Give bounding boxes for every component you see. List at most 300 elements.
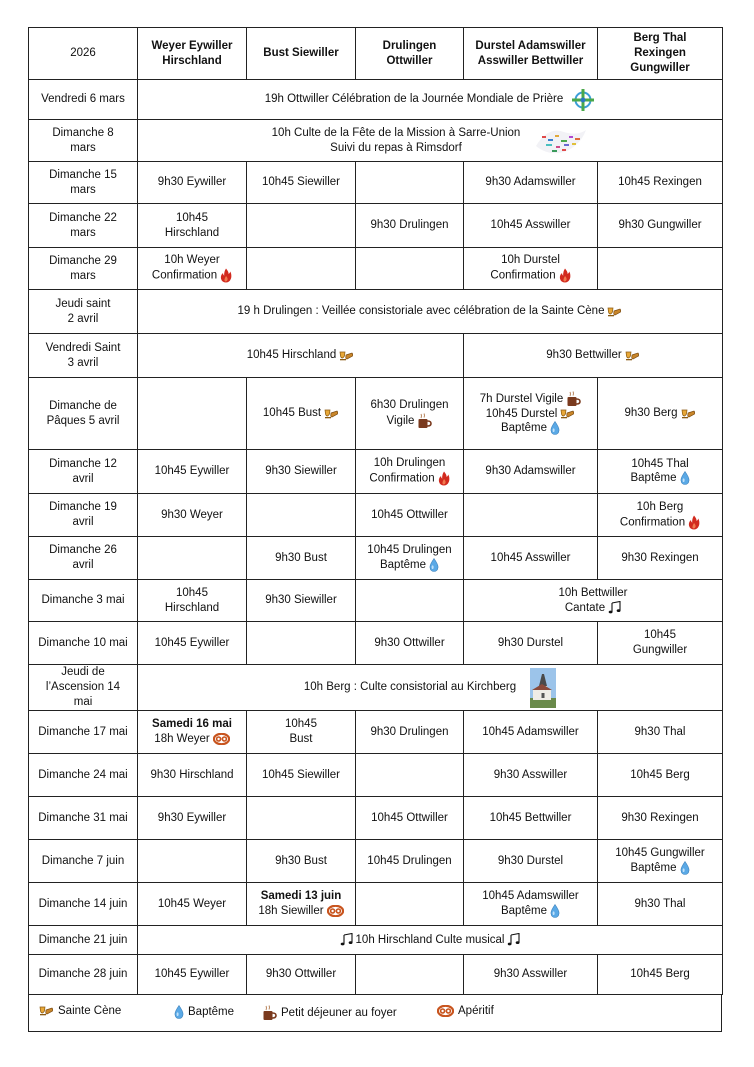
service-cell: [464, 378, 598, 450]
entry-text: 9h30 Siewiller: [265, 594, 337, 607]
entry-line: [250, 768, 352, 783]
empty-cell: [598, 248, 723, 290]
entry-line: [601, 967, 719, 982]
service-cell: [356, 494, 464, 537]
date-cell: [29, 622, 138, 665]
entry-line: [467, 725, 594, 740]
date-text: Dimanche 12 avril: [49, 457, 117, 485]
entry-line: [467, 391, 594, 407]
header-row: [29, 28, 723, 80]
entry-line: [141, 464, 243, 479]
sainte-cene-icon: [39, 1005, 58, 1017]
date-cell: [29, 378, 138, 450]
date-text: Dimanche 22 mars: [49, 211, 117, 239]
schedule-row: [29, 290, 723, 334]
entry-line: [467, 218, 594, 233]
entry-line: [359, 543, 460, 558]
entry-line: [601, 406, 719, 421]
service-cell: [138, 248, 247, 290]
empty-cell: [138, 378, 247, 450]
entry-line: [141, 717, 243, 732]
entry-line: [467, 889, 594, 904]
empty-cell: [356, 883, 464, 926]
sainte-cene-icon: [557, 408, 575, 420]
schedule-row: [29, 840, 723, 883]
entry-text: 6h30 Drulingen: [370, 399, 449, 412]
entry-line: [601, 897, 719, 912]
entry-text: 10h45 Bettwiller: [489, 811, 572, 824]
entry-text: 19 h Drulingen : Veillée consistoriale avec célébration de la Sainte Cène: [237, 305, 605, 318]
service-cell: [356, 840, 464, 883]
entry-text: 9h30 Gungwiller: [618, 219, 702, 232]
date-cell: [29, 580, 138, 622]
merged-service-cell: [464, 334, 723, 378]
empty-cell: [247, 797, 356, 840]
entry-text: 9h30 Rexingen: [621, 811, 699, 824]
entry-text: 9h30 Bettwiller: [546, 349, 622, 362]
empty-cell: [356, 955, 464, 995]
entry-text: 9h30 Durstel: [497, 854, 564, 867]
confirmation-flamme-icon: [556, 270, 571, 282]
legend-item: [437, 1005, 494, 1017]
entry-text: Baptême: [379, 559, 427, 572]
service-cell: [598, 754, 723, 797]
legend-label: Petit déjeuner au foyer: [281, 1007, 397, 1019]
entry-text: 9h30 Adamswiller: [485, 465, 576, 478]
schedule-row: [29, 926, 723, 955]
entry-text: Vigile: [386, 415, 415, 427]
entry-text: 10h45 Berg: [630, 768, 690, 781]
entry-text: 9h30 Thal: [634, 897, 686, 910]
entry-text: 10h45 Hirschland: [246, 349, 337, 362]
date-cell: [29, 248, 138, 290]
merged-service-cell: [138, 665, 723, 711]
service-cell: [138, 162, 247, 204]
entry-text: 10h Culte de la Fête de la Mission à Sarre-Union: [271, 126, 521, 139]
entry-text: 10h45 Eywiller: [154, 968, 230, 981]
entry-line: [141, 304, 719, 319]
entry-line: [265, 92, 564, 107]
date-text: Dimanche 8 mars: [52, 126, 114, 154]
service-cell: [464, 754, 598, 797]
entry-line: [359, 471, 460, 486]
entry-text: 10h45 Berg: [630, 968, 690, 981]
schedule-row: [29, 450, 723, 494]
bapteme-icon: [547, 423, 560, 435]
date-cell: [29, 120, 138, 162]
music-note-icon: [504, 934, 520, 946]
entry-text: 10h45 Thal: [631, 457, 689, 470]
entry-line: [141, 268, 243, 283]
service-cell: [247, 840, 356, 883]
entry-text: 19h Ottwiller Célébration de la Journée Mondiale de Prière: [264, 93, 564, 106]
date-text: Dimanche 26 avril: [49, 544, 117, 571]
entry-text: Samedi 13 juin: [260, 890, 342, 903]
entry-text: 9h30 Berg: [624, 407, 678, 420]
entry-text: 10h Bettwiller: [558, 586, 628, 599]
entry-text: 9h30 Durstel: [497, 636, 564, 649]
schedule-row: [29, 537, 723, 580]
entry-line: [467, 601, 719, 616]
service-cell: [138, 797, 247, 840]
aperitif-icon: [324, 905, 344, 917]
schedule-row: [29, 622, 723, 665]
empty-cell: [138, 537, 247, 580]
entry-line: [250, 717, 352, 732]
entry-text: 10h45: [176, 586, 208, 599]
schedule-row: [29, 248, 723, 290]
entry-line: [359, 811, 460, 826]
entry-text: 9h30 Adamswiller: [485, 176, 576, 189]
service-cell: [247, 162, 356, 204]
entry-text: 10h45 Rexingen: [618, 176, 702, 189]
header-text: Drulingen: [382, 39, 437, 52]
legend-label: Apéritif: [458, 1005, 494, 1018]
entry-line: [601, 457, 719, 472]
service-cell: [247, 378, 356, 450]
entry-text: 9h30 Ottwiller: [265, 968, 337, 981]
worship-schedule-table: [28, 27, 723, 995]
entry-line: [141, 226, 243, 241]
entry-line: [601, 628, 719, 643]
header-text: Ottwiller: [386, 54, 433, 67]
entry-text: Cantate: [564, 601, 606, 614]
entry-line: [359, 508, 460, 523]
schedule-row: [29, 162, 723, 204]
entry-line: [359, 398, 460, 413]
date-text: Dimanche 14 juin: [38, 897, 128, 910]
bapteme-icon: [426, 559, 439, 571]
entry-line: [359, 218, 460, 233]
entry-text: 10h45 Bust: [262, 407, 322, 420]
entry-line: [601, 515, 719, 530]
service-cell: [247, 883, 356, 926]
service-cell: [356, 711, 464, 754]
header-text: Bust Siewiller: [263, 47, 339, 60]
confirmation-flamme-icon: [685, 516, 700, 528]
date-cell: [29, 537, 138, 580]
entry-line: [141, 601, 243, 616]
entry-line: [601, 551, 719, 566]
service-cell: [464, 797, 598, 840]
entry-line: [359, 854, 460, 869]
entry-line: [467, 586, 719, 601]
entry-text: 9h30 Drulingen: [370, 219, 449, 232]
entry-line: [467, 175, 594, 190]
entry-text: Confirmation: [619, 516, 686, 529]
header-text: Berg Thal: [633, 32, 687, 45]
date-cell: [29, 840, 138, 883]
service-cell: [138, 494, 247, 537]
entry-text: 9h30 Eywiller: [157, 811, 227, 824]
empty-cell: [356, 248, 464, 290]
empty-cell: [356, 580, 464, 622]
entry-text: Confirmation: [369, 472, 435, 485]
date-cell: [29, 494, 138, 537]
entry-text: 10h45 Ottwiller: [371, 508, 448, 521]
entry-line: [601, 471, 719, 486]
entry-line: [141, 967, 243, 982]
entry-text: 9h30 Asswiller: [493, 968, 568, 981]
entry-line: [141, 348, 460, 363]
entry-text: 9h30 Rexingen: [621, 551, 699, 564]
entry-text: 9h30 Eywiller: [157, 176, 227, 189]
service-cell: [598, 883, 723, 926]
entry-line: [141, 175, 243, 190]
entry-line: [250, 904, 352, 919]
bapteme-icon: [677, 473, 690, 485]
entry-line: [359, 456, 460, 471]
entry-text: 10h45 Ottwiller: [371, 811, 448, 824]
entry-text: Baptême: [500, 422, 548, 435]
entry-text: 9h30 Weyer: [161, 508, 223, 521]
merged-service-cell: [464, 580, 723, 622]
service-cell: [598, 378, 723, 450]
entry-line: [601, 175, 719, 190]
date-cell: [29, 955, 138, 995]
entry-line: [601, 218, 719, 233]
entry-text: Confirmation: [151, 269, 218, 282]
service-cell: [464, 955, 598, 995]
date-text: Dimanche de Pâques 5 avril: [46, 399, 120, 427]
entry-text: Baptême: [630, 472, 677, 485]
service-cell: [598, 494, 723, 537]
service-cell: [247, 450, 356, 494]
service-cell: [598, 797, 723, 840]
entry-line: [272, 141, 521, 156]
empty-cell: [247, 204, 356, 248]
service-cell: [138, 754, 247, 797]
entry-line: [141, 768, 243, 783]
date-cell: [29, 754, 138, 797]
year-header: [29, 28, 138, 80]
entry-text: 10h45: [176, 211, 208, 224]
entry-line: [359, 636, 460, 651]
schedule-row: [29, 494, 723, 537]
date-cell: [29, 80, 138, 120]
entry-text: 10h Berg: [636, 500, 684, 513]
date-cell: [29, 290, 138, 334]
entry-line: [601, 861, 719, 876]
parish-header: [356, 28, 464, 80]
schedule-row: [29, 797, 723, 840]
schedule-row: [29, 80, 723, 120]
service-cell: [138, 580, 247, 622]
entry-text: 10h Weyer: [164, 254, 220, 267]
entry-line: [601, 811, 719, 826]
sainte-cene-icon: [678, 407, 696, 419]
entry-line: [250, 889, 352, 904]
date-text: Dimanche 19 avril: [49, 501, 117, 528]
entry-line: [359, 725, 460, 740]
entry-line: [467, 854, 594, 869]
date-cell: [29, 883, 138, 926]
entry-line: [467, 904, 594, 919]
mission-icon: [520, 124, 588, 158]
schedule-row: [29, 580, 723, 622]
entry-text: 9h30 Thal: [634, 725, 686, 738]
entry-text: 10h45 Eywiller: [154, 465, 230, 478]
entry-line: [141, 508, 243, 523]
entry-line: [250, 967, 352, 982]
schedule-row: [29, 754, 723, 797]
parish-header: [598, 28, 723, 80]
service-cell: [356, 537, 464, 580]
entry-text: 18h Siewiller: [258, 905, 324, 917]
entry-line: [141, 253, 243, 268]
music-note-icon: [605, 602, 621, 614]
aperitif-icon: [210, 733, 230, 745]
legend-item: [174, 1005, 234, 1019]
entry-text: 10h45 Gungwiller: [615, 847, 705, 860]
entry-line: [601, 500, 719, 515]
service-cell: [356, 450, 464, 494]
entry-line: [467, 768, 594, 783]
header-text: Durstel Adamswiller: [475, 39, 586, 52]
service-cell: [598, 204, 723, 248]
entry-line: [467, 811, 594, 826]
empty-cell: [247, 248, 356, 290]
entry-text: 18h Weyer: [154, 733, 210, 745]
croix-icon: [563, 88, 595, 112]
service-cell: [464, 883, 598, 926]
service-cell: [464, 450, 598, 494]
service-cell: [356, 204, 464, 248]
service-cell: [598, 537, 723, 580]
entry-line: [250, 854, 352, 869]
service-cell: [464, 204, 598, 248]
entry-text: 10h45: [285, 718, 317, 731]
entry-text: Suivi du repas à Rimsdorf: [330, 141, 462, 154]
entry-line: [250, 551, 352, 566]
date-cell: [29, 450, 138, 494]
service-cell: [247, 754, 356, 797]
entry-text: 9h30 Drulingen: [370, 725, 449, 738]
entry-line: [467, 253, 594, 268]
entry-line: [250, 732, 352, 747]
date-text: Vendredi 6 mars: [41, 93, 125, 106]
entry-line: [141, 586, 243, 601]
date-text: Dimanche 29 mars: [49, 254, 117, 282]
service-cell: [598, 711, 723, 754]
merged-service-cell: [138, 334, 464, 378]
schedule-row: [29, 955, 723, 995]
date-text: Dimanche 24 mai: [38, 768, 128, 781]
header-text: Rexingen: [634, 47, 686, 60]
entry-line: [141, 811, 243, 826]
entry-text: 10h Hirschland Culte musical: [355, 933, 505, 946]
service-cell: [247, 955, 356, 995]
service-cell: [138, 450, 247, 494]
bapteme-icon: [174, 1005, 188, 1019]
entry-line: [601, 643, 719, 658]
date-text: Dimanche 3 mai: [41, 594, 125, 607]
entry-text: 10h45 Asswiller: [490, 219, 571, 232]
entry-text: 9h30 Ottwiller: [374, 636, 445, 649]
empty-cell: [356, 754, 464, 797]
entry-text: 10h Drulingen: [373, 457, 446, 470]
date-text: Jeudi de l’Ascension 14 mai: [45, 666, 121, 708]
service-cell: [598, 840, 723, 883]
entry-line: [141, 897, 243, 912]
entry-line: [141, 732, 243, 747]
service-cell: [247, 580, 356, 622]
service-cell: [356, 797, 464, 840]
legend-item: [39, 1005, 121, 1017]
confirmation-flamme-icon: [217, 270, 232, 282]
entry-text: Baptême: [630, 862, 677, 875]
entry-text: 10h45: [644, 629, 676, 642]
date-cell: [29, 711, 138, 754]
date-cell: [29, 204, 138, 248]
parish-header: [138, 28, 247, 80]
date-text: Dimanche 17 mai: [38, 725, 128, 738]
aperitif-icon: [437, 1005, 458, 1017]
merged-service-cell: [138, 926, 723, 955]
legend: [28, 994, 722, 1032]
schedule-row: [29, 204, 723, 248]
date-cell: [29, 665, 138, 711]
entry-line: [467, 967, 594, 982]
date-text: Dimanche 21 juin: [38, 933, 128, 946]
entry-text: 7h Durstel Vigile: [479, 392, 564, 405]
date-text: Dimanche 31 mai: [38, 811, 128, 824]
parish-header: [247, 28, 356, 80]
sainte-cene-icon: [622, 349, 640, 361]
service-cell: [138, 955, 247, 995]
date-cell: [29, 797, 138, 840]
schedule-row: [29, 334, 723, 378]
entry-line: [141, 933, 719, 948]
entry-text: 10h Durstel: [501, 254, 560, 267]
bapteme-icon: [677, 862, 690, 874]
entry-text: 10h45 Durstel: [485, 407, 558, 420]
entry-line: [467, 551, 594, 566]
date-text: Dimanche 28 juin: [38, 968, 128, 981]
entry-line: [467, 268, 594, 283]
schedule-row: [29, 120, 723, 162]
entry-text: 10h45 Weyer: [157, 897, 227, 910]
petit-dejeuner-icon: [414, 415, 432, 427]
date-text: Dimanche 10 mai: [38, 636, 128, 649]
entry-line: [467, 464, 594, 479]
entry-text: 10h45 Siewiller: [262, 768, 340, 781]
date-text: Jeudi saint 2 avril: [55, 297, 111, 325]
entry-line: [250, 175, 352, 190]
bapteme-icon: [547, 905, 560, 917]
entry-text: 10h45 Eywiller: [154, 636, 230, 649]
empty-cell: [138, 840, 247, 883]
entry-text: 9h30 Bust: [275, 551, 327, 564]
entry-text: 10h45 Adamswiller: [482, 890, 579, 903]
empty-cell: [464, 494, 598, 537]
schedule-row: [29, 665, 723, 711]
entry-line: [250, 406, 352, 421]
entry-text: 9h30 Siewiller: [265, 465, 337, 478]
service-cell: [138, 883, 247, 926]
date-cell: [29, 162, 138, 204]
entry-text: Gungwiller: [632, 644, 688, 656]
service-cell: [464, 840, 598, 883]
entry-line: [141, 636, 243, 651]
entry-text: 9h30 Hirschland: [150, 768, 234, 781]
schedule-row: [29, 711, 723, 754]
service-cell: [464, 711, 598, 754]
schedule-row: [29, 883, 723, 926]
sainte-cene-icon: [604, 305, 622, 317]
entry-text: 10h45 Siewiller: [262, 176, 340, 189]
entry-line: [467, 636, 594, 651]
